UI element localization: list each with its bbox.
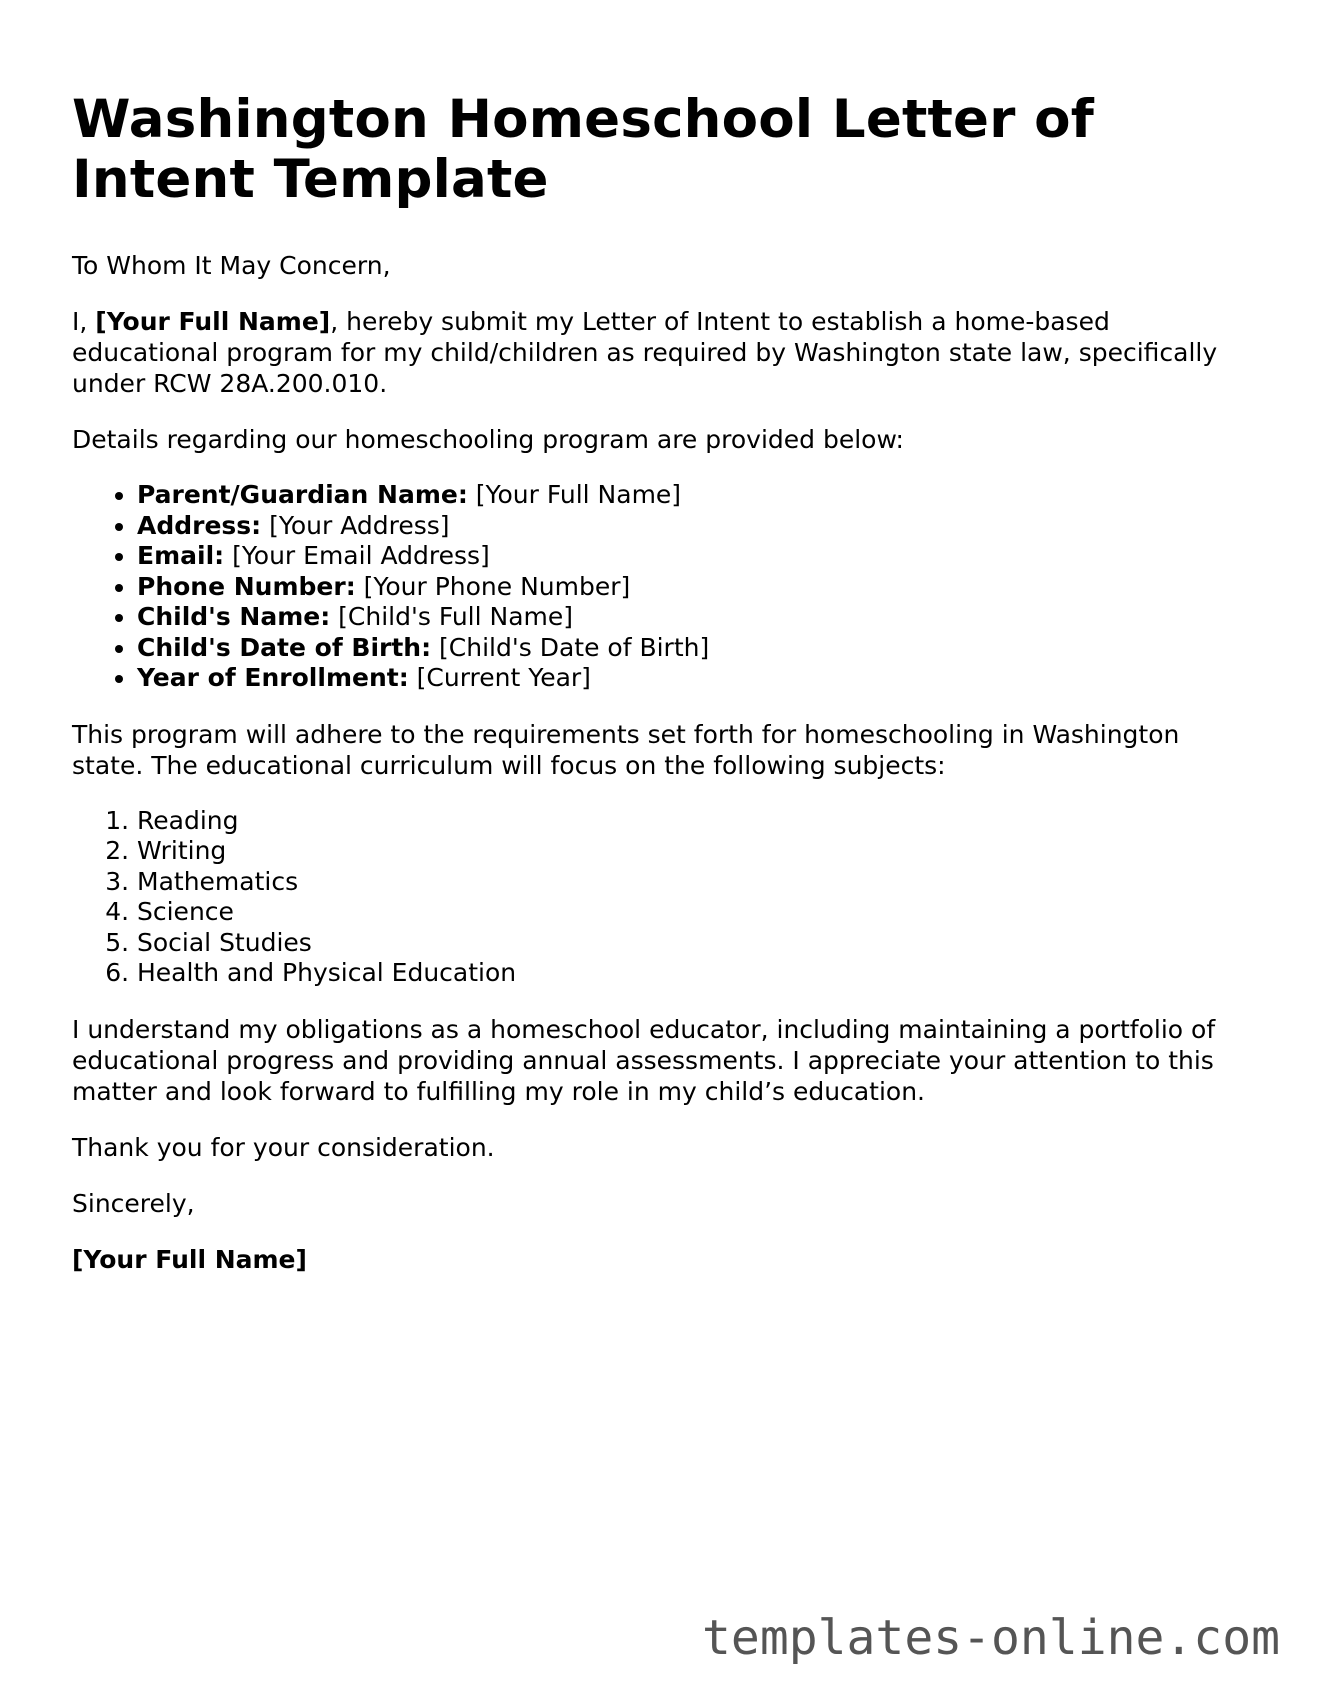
detail-value: [Child's Full Name] [330,602,574,631]
detail-label: Phone Number: [137,571,356,601]
watermark: templates-online.com [702,1610,1280,1666]
intro-prefix: I, [72,307,96,336]
detail-item-parent-name [137,480,1252,511]
details-intro: Details regarding our homeschooling program are provided below: [72,425,904,454]
page-title: Washington Homeschool Letter of Intent Template [72,89,1095,210]
subject-item: 5. Social Studies [137,928,1252,959]
detail-value: [Child's Date of Birth] [431,632,710,662]
detail-item-email [137,541,1252,572]
signature-placeholder: [Your Full Name] [72,1244,307,1274]
detail-label: Parent/Guardian Name: [137,480,468,509]
detail-value: [Your Address] [261,510,450,540]
subject-item: 2. Writing [137,836,1252,867]
detail-item-phone [137,572,1252,603]
subject-item: 3. Mathematics [137,867,1252,898]
detail-value: [Your Full Name] [467,480,682,509]
thanks-paragraph: Thank you for your consideration. [72,1132,495,1162]
closing: Sincerely, [72,1188,195,1218]
intro-suffix: , hereby submit my Letter of Intent to establish a home-based educational program for my child/children as required by Washington state law, specifically under RCW 28A.200.010. [72,307,1218,398]
detail-label: Year of Enrollment: [137,663,409,692]
salutation: To Whom It May Concern, [72,251,391,280]
detail-value: [Your Email Address] [224,541,490,570]
detail-label: Child's Date of Birth: [137,632,432,662]
subject-item: 6. Health and Physical Education [137,958,1252,989]
obligations-paragraph: I understand my obligations as a homeschool educator, including maintaining a portfolio of educational progress and providing annual assessments. I appreciate your attention to this matter and look forward to fulfilling my role in my child’s education. [72,1014,1216,1106]
letter-document [72,90,1252,1300]
details-list [72,480,1252,694]
curriculum-intro: This program will adhere to the requirements set forth for homeschooling in Washington state. The educational curriculum will focus on the following subjects: [72,719,1180,780]
subjects-list [72,806,1252,989]
subject-item: 4. Science [137,897,1252,928]
detail-item-child-dob [137,633,1252,664]
detail-label: Address: [137,510,262,540]
intro-paragraph [72,306,1252,399]
intro-name-placeholder: [Your Full Name] [95,307,331,336]
detail-label: Child's Name: [137,602,331,631]
detail-item-address [137,511,1252,542]
detail-item-child-name [137,602,1252,633]
detail-label: Email: [137,541,225,570]
detail-item-enrollment-year [137,663,1252,694]
subject-item: 1. Reading [137,806,1252,837]
detail-value: [Current Year] [408,663,591,692]
detail-value: [Your Phone Number] [355,571,631,601]
